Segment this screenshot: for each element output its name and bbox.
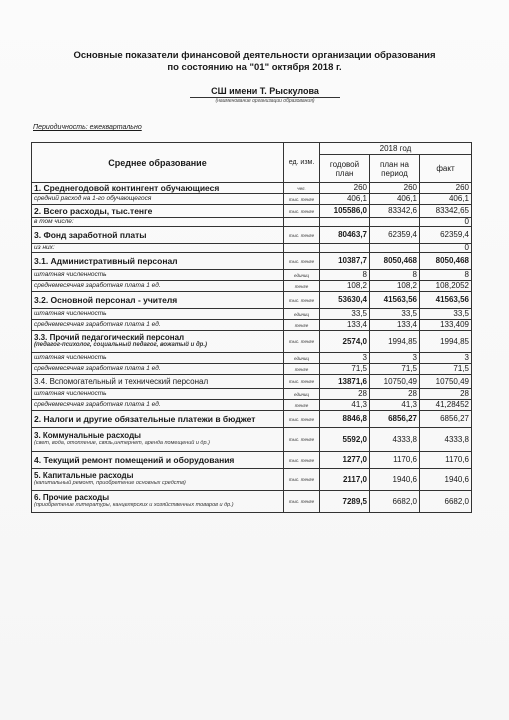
table-row xyxy=(32,218,472,227)
row-label xyxy=(32,428,284,452)
row-label-main: 3. Коммунальные расходы xyxy=(34,431,141,440)
row-fact: 0 xyxy=(420,218,472,227)
row-plan-annual: 71,5 xyxy=(320,364,370,375)
row-fact: 62359,4 xyxy=(420,227,472,244)
row-unit: тыс. тенге xyxy=(284,491,320,513)
document-title xyxy=(0,50,509,74)
table-row xyxy=(32,270,472,281)
row-label-main: 6. Прочие расходы xyxy=(34,493,110,502)
row-unit: тенге xyxy=(284,364,320,375)
row-unit: тыс. тенге xyxy=(284,331,320,353)
row-plan-annual: 80463,7 xyxy=(320,227,370,244)
table-row xyxy=(32,309,472,320)
row-label-main: 5. Капитальные расходы xyxy=(34,471,134,480)
row-label: средний расход на 1-го обучающегося xyxy=(32,194,284,205)
row-plan-annual: 5592,0 xyxy=(320,428,370,452)
row-plan-period: 8 xyxy=(370,270,420,281)
row-label: в том числе: xyxy=(32,218,284,227)
row-plan-annual: 2574,0 xyxy=(320,331,370,353)
row-plan-period: 260 xyxy=(370,183,420,194)
table-row xyxy=(32,227,472,244)
table-row xyxy=(32,320,472,331)
row-label: штатная численность xyxy=(32,353,284,364)
row-plan-period: 10750,49 xyxy=(370,375,420,389)
row-plan-period: 71,5 xyxy=(370,364,420,375)
row-fact: 8 xyxy=(420,270,472,281)
row-label: из них: xyxy=(32,244,284,253)
table-row xyxy=(32,491,472,513)
row-label: штатная численность xyxy=(32,389,284,400)
row-unit: тыс. тенге xyxy=(284,205,320,218)
row-plan-annual: 406,1 xyxy=(320,194,370,205)
row-fact: 71,5 xyxy=(420,364,472,375)
row-unit: тыс. тенге xyxy=(284,469,320,491)
row-plan-annual: 28 xyxy=(320,389,370,400)
row-label: среднемесячная заработная плата 1 ед. xyxy=(32,281,284,292)
table-row xyxy=(32,452,472,469)
row-label: 2. Налоги и другие обязательные платежи в бюджет xyxy=(32,411,284,428)
row-label: среднемесячная заработная плата 1 ед. xyxy=(32,364,284,375)
table-row xyxy=(32,253,472,270)
row-plan-period: 3 xyxy=(370,353,420,364)
table-row xyxy=(32,428,472,452)
row-fact: 33,5 xyxy=(420,309,472,320)
row-label: 1. Среднегодовой контингент обучающиеся xyxy=(32,183,284,194)
table-row xyxy=(32,400,472,411)
row-fact: 1994,85 xyxy=(420,331,472,353)
row-plan-annual xyxy=(320,218,370,227)
row-plan-annual: 2117,0 xyxy=(320,469,370,491)
header-plan-period: план на период xyxy=(370,155,420,183)
row-fact: 1170,6 xyxy=(420,452,472,469)
row-unit: тыс. тенге xyxy=(284,411,320,428)
row-unit: чел. xyxy=(284,183,320,194)
row-plan-annual: 8846,8 xyxy=(320,411,370,428)
header-unit: ед. изм. xyxy=(284,143,320,183)
row-label xyxy=(32,491,284,513)
row-fact: 3 xyxy=(420,353,472,364)
row-plan-period: 1994,85 xyxy=(370,331,420,353)
row-fact: 0 xyxy=(420,244,472,253)
row-label: 4. Текущий ремонт помещений и оборудования xyxy=(32,452,284,469)
row-fact: 8050,468 xyxy=(420,253,472,270)
row-label: 3.2. Основной персонал - учителя xyxy=(32,292,284,309)
title-line-1: Основные показатели финансовой деятельности организации образования xyxy=(73,50,436,61)
table-row xyxy=(32,389,472,400)
row-label: штатная численность xyxy=(32,309,284,320)
title-line-2: по состоянию на "01" октября 2018 г. xyxy=(167,62,342,73)
row-plan-annual: 8 xyxy=(320,270,370,281)
row-plan-annual: 13871,6 xyxy=(320,375,370,389)
row-label-sub: (свет, вода, отопление, связь,интернет, аренда помещений и др.) xyxy=(34,440,210,446)
row-plan-annual: 3 xyxy=(320,353,370,364)
row-fact: 6856,27 xyxy=(420,411,472,428)
row-plan-period: 133,4 xyxy=(370,320,420,331)
row-plan-period: 41563,56 xyxy=(370,292,420,309)
table-row xyxy=(32,331,472,353)
table-row xyxy=(32,244,472,253)
row-plan-period: 4333,8 xyxy=(370,428,420,452)
row-plan-period: 108,2 xyxy=(370,281,420,292)
row-fact: 41,28452 xyxy=(420,400,472,411)
row-plan-period: 62359,4 xyxy=(370,227,420,244)
row-unit: тыс. тенге xyxy=(284,428,320,452)
row-plan-period: 33,5 xyxy=(370,309,420,320)
row-label: 3.1. Административный персонал xyxy=(32,253,284,270)
table-row xyxy=(32,183,472,194)
row-unit: тыс. тенге xyxy=(284,452,320,469)
row-unit: тенге xyxy=(284,281,320,292)
table-row xyxy=(32,205,472,218)
table-row xyxy=(32,353,472,364)
row-unit: единиц xyxy=(284,270,320,281)
row-fact: 1940,6 xyxy=(420,469,472,491)
periodicity-note: Периодичность: ежеквартально xyxy=(33,124,142,131)
row-plan-period xyxy=(370,218,420,227)
row-unit: тенге xyxy=(284,320,320,331)
row-plan-period: 41,3 xyxy=(370,400,420,411)
row-unit: тыс. тенге xyxy=(284,253,320,270)
row-plan-period: 6682,0 xyxy=(370,491,420,513)
row-plan-period: 8050,468 xyxy=(370,253,420,270)
row-unit: тенге xyxy=(284,400,320,411)
row-plan-period: 28 xyxy=(370,389,420,400)
row-fact: 406,1 xyxy=(420,194,472,205)
row-label xyxy=(32,331,284,353)
header-plan-annual: годовой план xyxy=(320,155,370,183)
row-fact: 4333,8 xyxy=(420,428,472,452)
row-unit xyxy=(284,218,320,227)
row-unit: тыс. тенге xyxy=(284,227,320,244)
row-label xyxy=(32,469,284,491)
row-plan-annual xyxy=(320,244,370,253)
row-plan-period: 83342,6 xyxy=(370,205,420,218)
row-unit: единиц xyxy=(284,309,320,320)
row-plan-annual: 260 xyxy=(320,183,370,194)
row-plan-annual: 53630,4 xyxy=(320,292,370,309)
row-label-main: 3.3. Прочий педагогический персонал xyxy=(34,333,185,342)
row-unit: единиц xyxy=(284,353,320,364)
table-row xyxy=(32,364,472,375)
table-row xyxy=(32,375,472,389)
row-unit: тыс. тенге xyxy=(284,375,320,389)
row-label: 3. Фонд заработной платы xyxy=(32,227,284,244)
row-fact: 260 xyxy=(420,183,472,194)
row-plan-period: 1940,6 xyxy=(370,469,420,491)
row-unit xyxy=(284,244,320,253)
row-fact: 28 xyxy=(420,389,472,400)
organization-name: СШ имени Т. Рыскулова xyxy=(190,85,340,98)
row-unit: тыс. тенге xyxy=(284,292,320,309)
row-fact: 6682,0 xyxy=(420,491,472,513)
header-main: Среднее образование xyxy=(32,143,284,183)
row-fact: 83342,65 xyxy=(420,205,472,218)
row-plan-annual: 105586,0 xyxy=(320,205,370,218)
row-plan-annual: 133,4 xyxy=(320,320,370,331)
row-plan-annual: 7289,5 xyxy=(320,491,370,513)
row-unit: единиц xyxy=(284,389,320,400)
table-row xyxy=(32,411,472,428)
header-year: 2018 год xyxy=(320,143,472,155)
row-fact: 133,409 xyxy=(420,320,472,331)
row-plan-period: 6856,27 xyxy=(370,411,420,428)
row-fact: 108,2052 xyxy=(420,281,472,292)
row-plan-annual: 10387,7 xyxy=(320,253,370,270)
organization-caption: (наименование организации образования) xyxy=(215,98,315,104)
table-row xyxy=(32,194,472,205)
financial-table xyxy=(31,142,472,513)
row-label-sub: (капитальный ремонт, приобретение основных средств) xyxy=(34,480,186,486)
table-row xyxy=(32,469,472,491)
row-plan-annual: 108,2 xyxy=(320,281,370,292)
row-fact: 10750,49 xyxy=(420,375,472,389)
row-plan-annual: 41,3 xyxy=(320,400,370,411)
row-label: среднемесячная заработная плата 1 ед. xyxy=(32,320,284,331)
row-fact: 41563,56 xyxy=(420,292,472,309)
header-fact: факт xyxy=(420,155,472,183)
row-label-sub: (приобретение литературы, канцелярских и хозяйственных товаров и др.) xyxy=(34,502,234,508)
row-plan-period: 1170,6 xyxy=(370,452,420,469)
row-unit: тыс. тенге xyxy=(284,194,320,205)
row-label: среднемесячная заработная плата 1 ед. xyxy=(32,400,284,411)
row-label: 3.4. Вспомогательный и технический персонал xyxy=(32,375,284,389)
row-label-sub: (педагог-психолог, социальный педагог, вожатый и др.) xyxy=(34,342,208,348)
row-plan-annual: 1277,0 xyxy=(320,452,370,469)
table-row xyxy=(32,281,472,292)
row-plan-period: 406,1 xyxy=(370,194,420,205)
row-label: 2. Всего расходы, тыс.тенге xyxy=(32,205,284,218)
row-plan-annual: 33,5 xyxy=(320,309,370,320)
row-plan-period xyxy=(370,244,420,253)
table-row xyxy=(32,292,472,309)
row-label: штатная численность xyxy=(32,270,284,281)
